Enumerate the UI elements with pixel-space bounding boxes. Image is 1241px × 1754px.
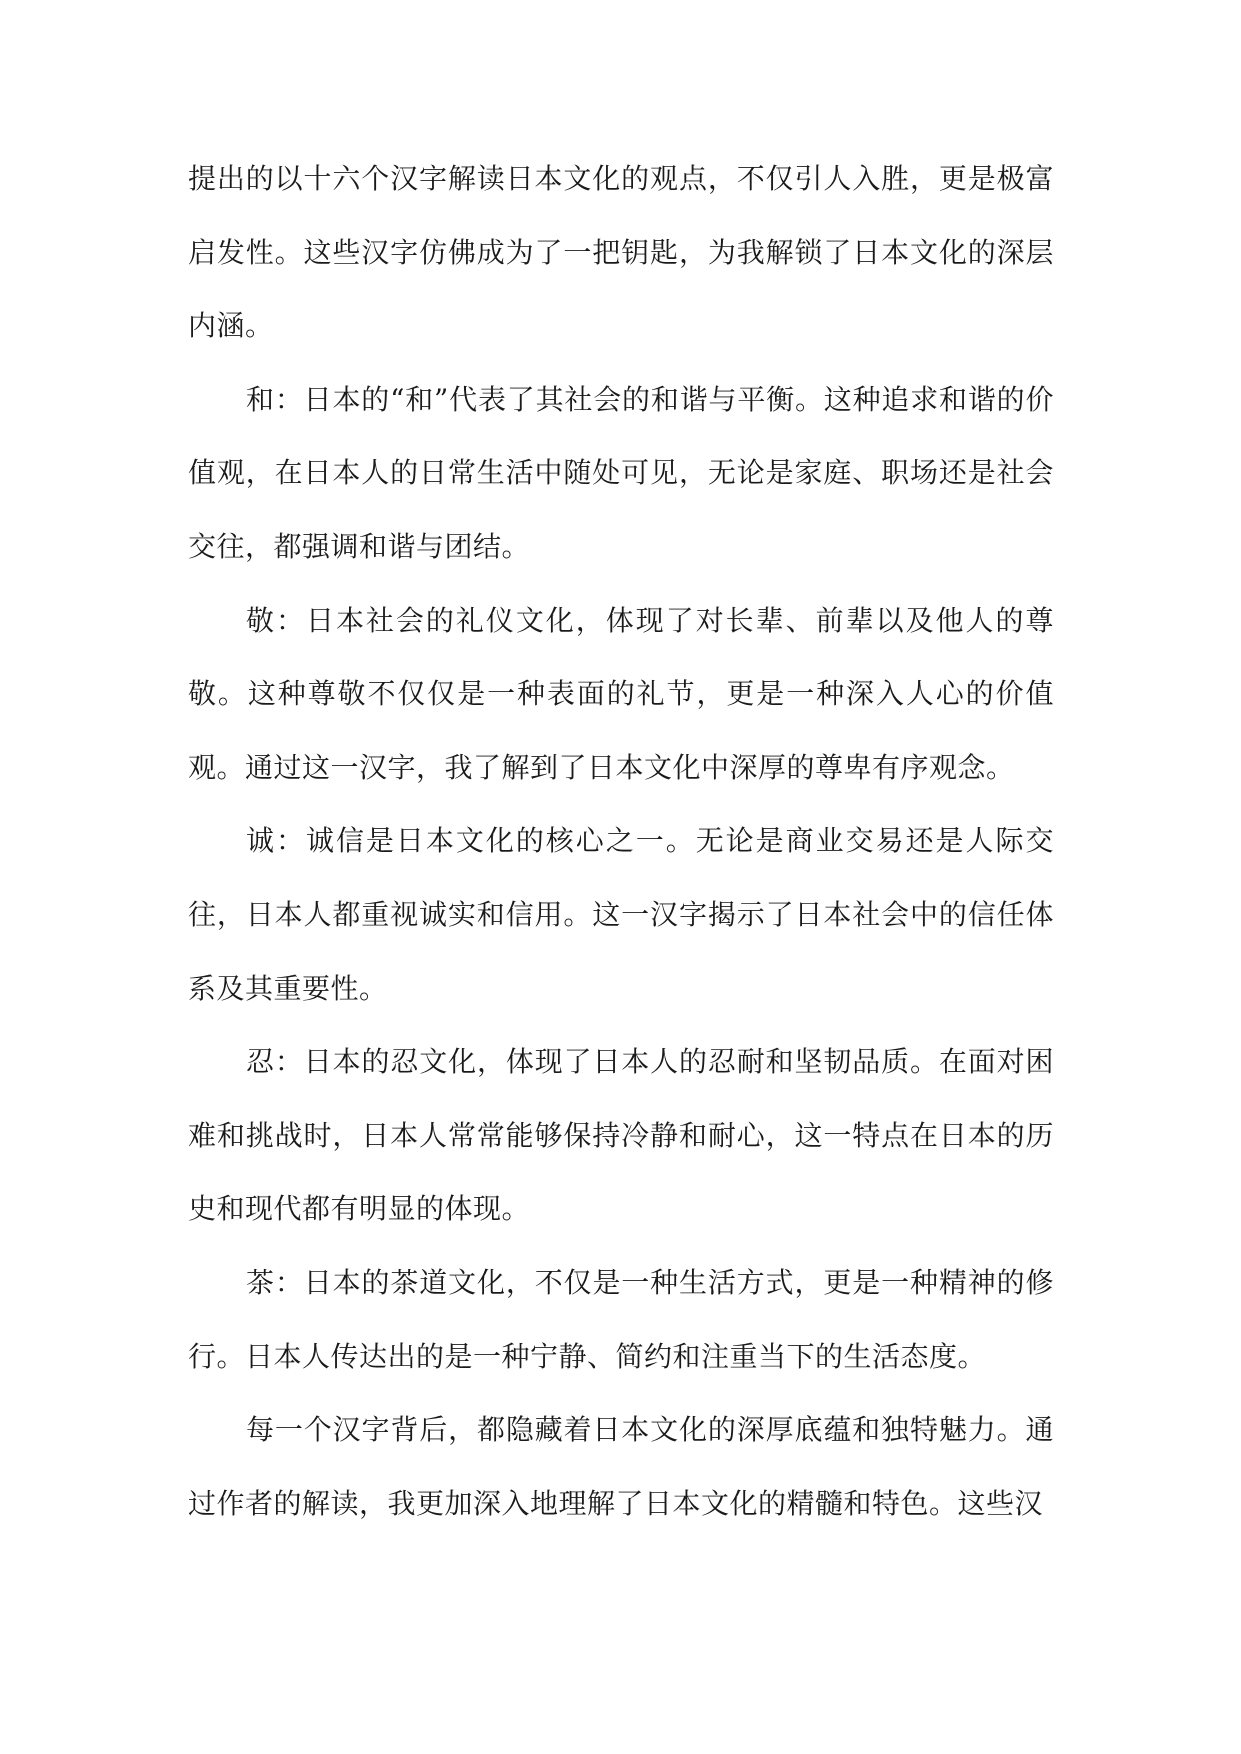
paragraph-he: 和：日本的“和”代表了其社会的和谐与平衡。这种追求和谐的价值观，在日本人的日常生活中随处可见，无论是家庭、职场还是社会交往，都强调和谐与团结。	[188, 382, 1054, 563]
body-text	[188, 142, 1054, 1540]
paragraph-ren: 忍：日本的忍文化，体现了日本人的忍耐和坚韧品质。在面对困难和挑战时，日本人常常能够保持冷静和耐心，这一特点在日本的历史和现代都有明显的体现。	[188, 1045, 1054, 1226]
paragraph-jing: 敬：日本社会的礼仪文化，体现了对长辈、前辈以及他人的尊敬。这种尊敬不仅仅是一种表面的礼节，更是一种深入人心的价值观。通过这一汉字，我了解到了日本文化中深厚的尊卑有序观念。	[188, 603, 1054, 784]
paragraph-cha: 茶：日本的茶道文化，不仅是一种生活方式，更是一种精神的修行。日本人传达出的是一种宁静、简约和注重当下的生活态度。	[188, 1265, 1054, 1373]
paragraph-cheng: 诚：诚信是日本文化的核心之一。无论是商业交易还是人际交往，日本人都重视诚实和信用。这一汉字揭示了日本社会中的信任体系及其重要性。	[188, 824, 1054, 1005]
paragraph-summary: 每一个汉字背后，都隐藏着日本文化的深厚底蕴和独特魅力。通过作者的解读，我更加深入地理解了日本文化的精髓和特色。这些汉	[188, 1413, 1054, 1520]
paragraph-intro: 提出的以十六个汉字解读日本文化的观点，不仅引人入胜，更是极富启发性。这些汉字仿佛成为了一把钥匙，为我解锁了日本文化的深层内涵。	[188, 162, 1054, 343]
